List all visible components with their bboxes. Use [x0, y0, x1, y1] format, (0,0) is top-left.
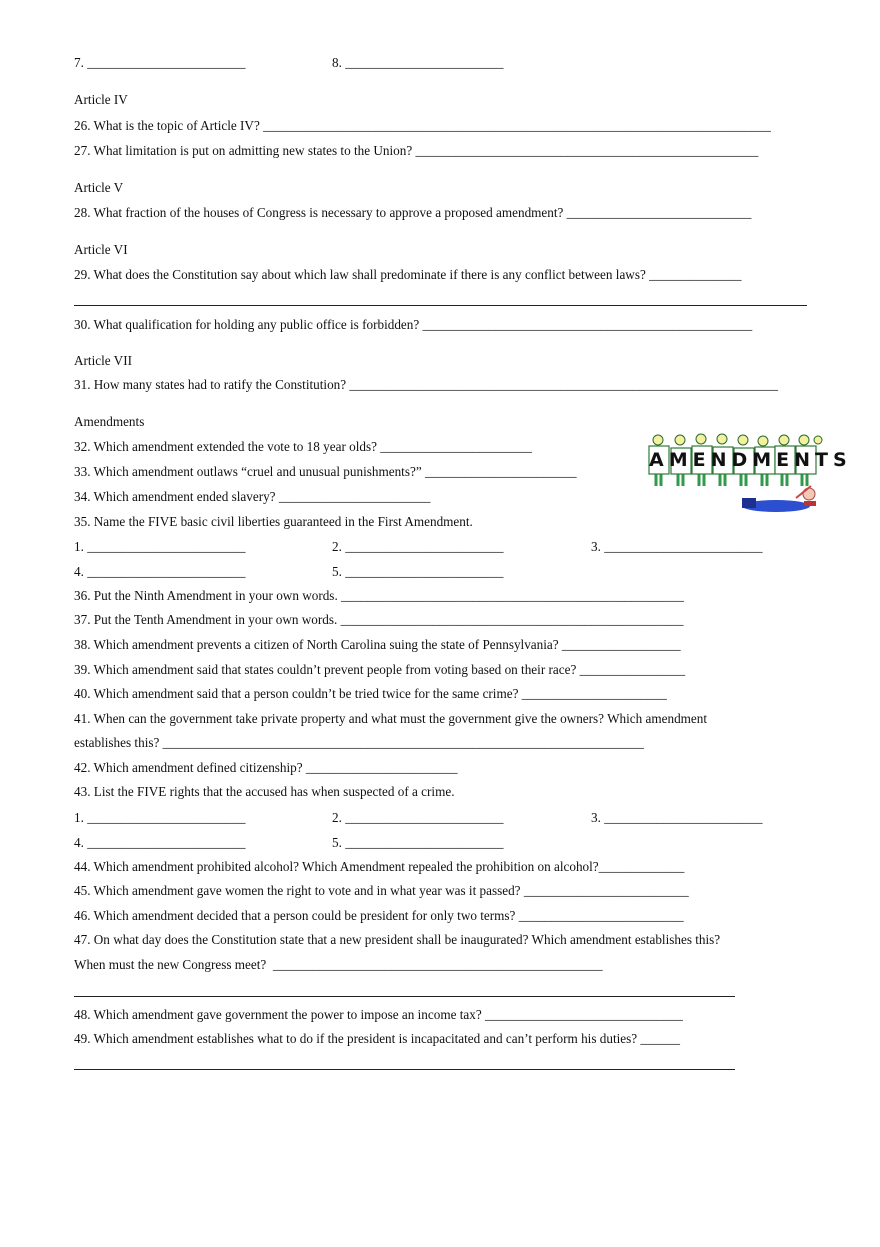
- amendments-clipart: [646, 428, 852, 518]
- question-43: 43. List the FIVE rights that the accused has when suspected of a crime.: [74, 784, 455, 799]
- question-38: 38. Which amendment prevents a citizen of North Carolina suing the state of Pennsylvania? __________________: [74, 637, 681, 652]
- question-27: 27. What limitation is put on admitting new states to the Union? ____________________________________________________: [74, 143, 759, 158]
- section-heading-amendments: Amendments: [74, 414, 145, 429]
- question-49: 49. Which amendment establishes what to do if the president is incapacitated and can’t perform his duties? ______: [74, 1031, 680, 1046]
- answer-35-2: 2. ________________________: [332, 539, 504, 554]
- section-heading-article-iv: Article IV: [74, 92, 128, 107]
- question-40: 40. Which amendment said that a person couldn’t be tried twice for the same crime? ______________________: [74, 686, 667, 701]
- question-45: 45. Which amendment gave women the right to vote and in what year was it passed? _________________________: [74, 883, 689, 898]
- question-36: 36. Put the Ninth Amendment in your own words. ____________________________________________________: [74, 588, 684, 603]
- question-32: 32. Which amendment extended the vote to 18 year olds? _______________________: [74, 439, 532, 454]
- question-47: 47. On what day does the Constitution state that a new president shall be inaugurated? Which amendment establishes this?: [74, 932, 721, 947]
- question-31: 31. How many states had to ratify the Constitution? _________________________________________________________________: [74, 377, 779, 392]
- section-heading-article-v: Article V: [74, 180, 124, 195]
- question-41: 41. When can the government take private property and what must the government give the owners? Which amendment: [74, 711, 708, 726]
- question-42: 42. Which amendment defined citizenship? _______________________: [74, 760, 458, 775]
- question-28: 28. What fraction of the houses of Congress is necessary to approve a proposed amendment? ____________________________: [74, 205, 752, 220]
- question-29: 29. What does the Constitution say about which law shall predominate if there is any conflict between laws? ______________: [74, 267, 742, 282]
- question-37: 37. Put the Tenth Amendment in your own words. ____________________________________________________: [74, 612, 684, 627]
- question-30: 30. What qualification for holding any public office is forbidden? __________________________________________________: [74, 317, 753, 332]
- answer-line: [74, 996, 735, 997]
- question-48: 48. Which amendment gave government the power to impose an income tax? ______________________________: [74, 1007, 683, 1022]
- question-41-continued: establishes this? _________________________________________________________________________: [74, 735, 644, 750]
- question-47-continued: When must the new Congress meet? __________________________________________________: [74, 957, 603, 972]
- answer-43-4: 4. ________________________: [74, 835, 246, 850]
- lying-figure: [742, 486, 816, 512]
- answer-43-5: 5. ________________________: [332, 835, 504, 850]
- answer-35-4: 4. ________________________: [74, 564, 246, 579]
- question-33: 33. Which amendment outlaws “cruel and unusual punishments?” _______________________: [74, 464, 577, 479]
- question-26: 26. What is the topic of Article IV? _____________________________________________________________________________: [74, 118, 771, 133]
- answer-35-5: 5. ________________________: [332, 564, 504, 579]
- question-44: 44. Which amendment prohibited alcohol? Which Amendment repealed the prohibition on alcohol?_____________: [74, 859, 685, 874]
- question-39: 39. Which amendment said that states couldn’t prevent people from voting based on their race? ________________: [74, 662, 686, 677]
- question-46: 46. Which amendment decided that a person could be president for only two terms? _________________________: [74, 908, 684, 923]
- answer-blank-8: 8. ________________________: [332, 55, 504, 70]
- answer-line: [74, 1069, 735, 1070]
- answer-43-2: 2. ________________________: [332, 810, 504, 825]
- question-35: 35. Name the FIVE basic civil liberties guaranteed in the First Amendment.: [74, 514, 473, 529]
- answer-43-3: 3. ________________________: [591, 810, 763, 825]
- answer-35-3: 3. ________________________: [591, 539, 763, 554]
- answer-35-1: 1. ________________________: [74, 539, 246, 554]
- question-34: 34. Which amendment ended slavery? _______________________: [74, 489, 431, 504]
- amendments-banner-text: AMENDMENTS: [649, 449, 852, 471]
- amendments-clipart-drawing: [646, 428, 852, 518]
- section-heading-article-vi: Article VI: [74, 242, 128, 257]
- answer-line: [74, 305, 807, 306]
- answer-blank-7: 7. ________________________: [74, 55, 246, 70]
- section-heading-article-vii: Article VII: [74, 353, 132, 368]
- answer-43-1: 1. ________________________: [74, 810, 246, 825]
